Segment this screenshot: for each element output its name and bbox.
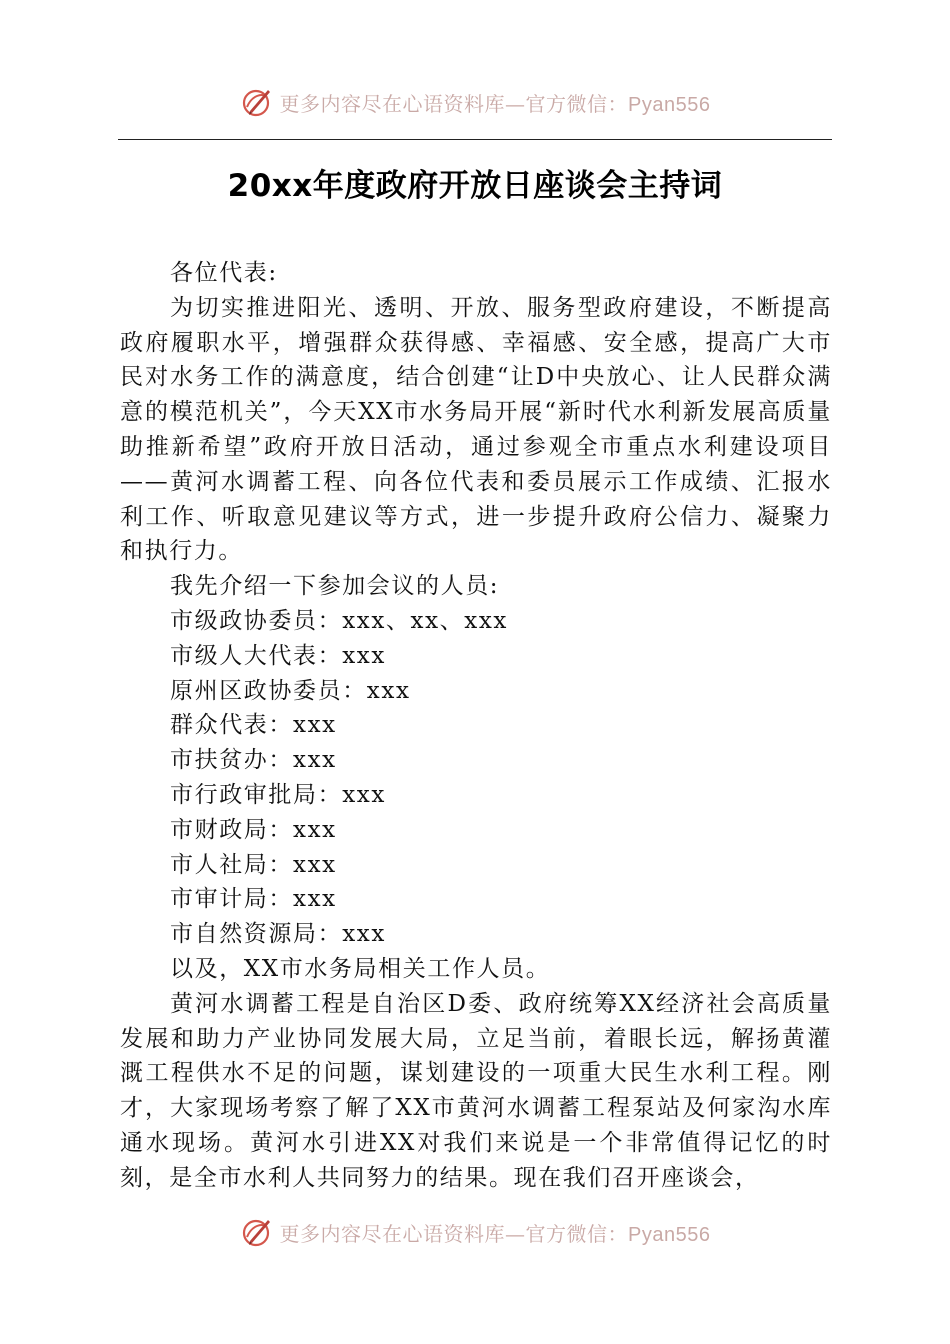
header-rule: [118, 139, 832, 140]
pen-swirl-logo-icon: [240, 85, 274, 119]
salutation-paragraph: 各位代表:: [170, 260, 278, 286]
attendee-line: 市级人大代表：xxx: [170, 642, 386, 669]
attendee-line: 市级政协委员：xxx、xx、xxx: [170, 607, 508, 634]
body-paragraph: 为切实推进阳光、透明、开放、服务型政府建设，不断提高政府履职水平，增强群众获得感、幸福感、安全感，提高广大市民对水务工作的满意度，结合创建“让D中央放心、让人民群众满意的模范机关”，今天XX市水务局开展“新时代水利新发展高质量助推新希望”政府开放日活动，通过参观全市重点水利建设项目——黄河水调蓄工程、向各位代表和委员展示工作成绩、汇报水利工作、听取意见建议等方式，进一步提升政府公信力、凝聚力和执行力。: [120, 294, 832, 565]
header-watermark: [0, 82, 950, 122]
watermark-text: 更多内容尽在心语资料库—官方微信：Pyan556: [279, 91, 711, 116]
attendee-line: 市人社局：xxx: [170, 851, 337, 878]
attendee-line: 市自然资源局：xxx: [170, 921, 386, 948]
attendee-line: 市行政审批局：xxx: [170, 781, 386, 808]
attendee-line: 市财政局：xxx: [170, 816, 337, 843]
document-title: 20xx年度政府开放日座谈会主持词: [227, 168, 723, 204]
body-paragraph: 以及，XX市水务局相关工作人员。: [170, 955, 551, 982]
watermark-text: 更多内容尽在心语资料库—官方微信：Pyan556: [279, 1221, 711, 1246]
attendee-line: 市扶贫办：xxx: [170, 747, 337, 774]
footer-watermark: [0, 1212, 950, 1252]
body-paragraph: 黄河水调蓄工程是自治区D委、政府统筹XX经济社会高质量发展和助力产业协同发展大局，立足当前，着眼长远，解扬黄灌溉工程供水不足的问题，谋划建设的一项重大民生水利工程。刚才，大家现场考察了解了XX市黄河水调蓄工程泵站及何家沟水库通水现场。黄河水引进XX对我们来说是一个非常值得记忆的时刻，是全市水利人共同努力的结果。现在我们召开座谈会，: [120, 990, 832, 1191]
attendee-line: 原州区政协委员：xxx: [170, 677, 411, 704]
attendee-line: 市审计局：xxx: [170, 886, 337, 913]
document-body: [120, 256, 832, 1196]
body-paragraph: 我先介绍一下参加会议的人员:: [170, 573, 500, 600]
attendee-line: 群众代表：xxx: [170, 712, 337, 739]
pen-swirl-logo-icon: [240, 1215, 274, 1249]
